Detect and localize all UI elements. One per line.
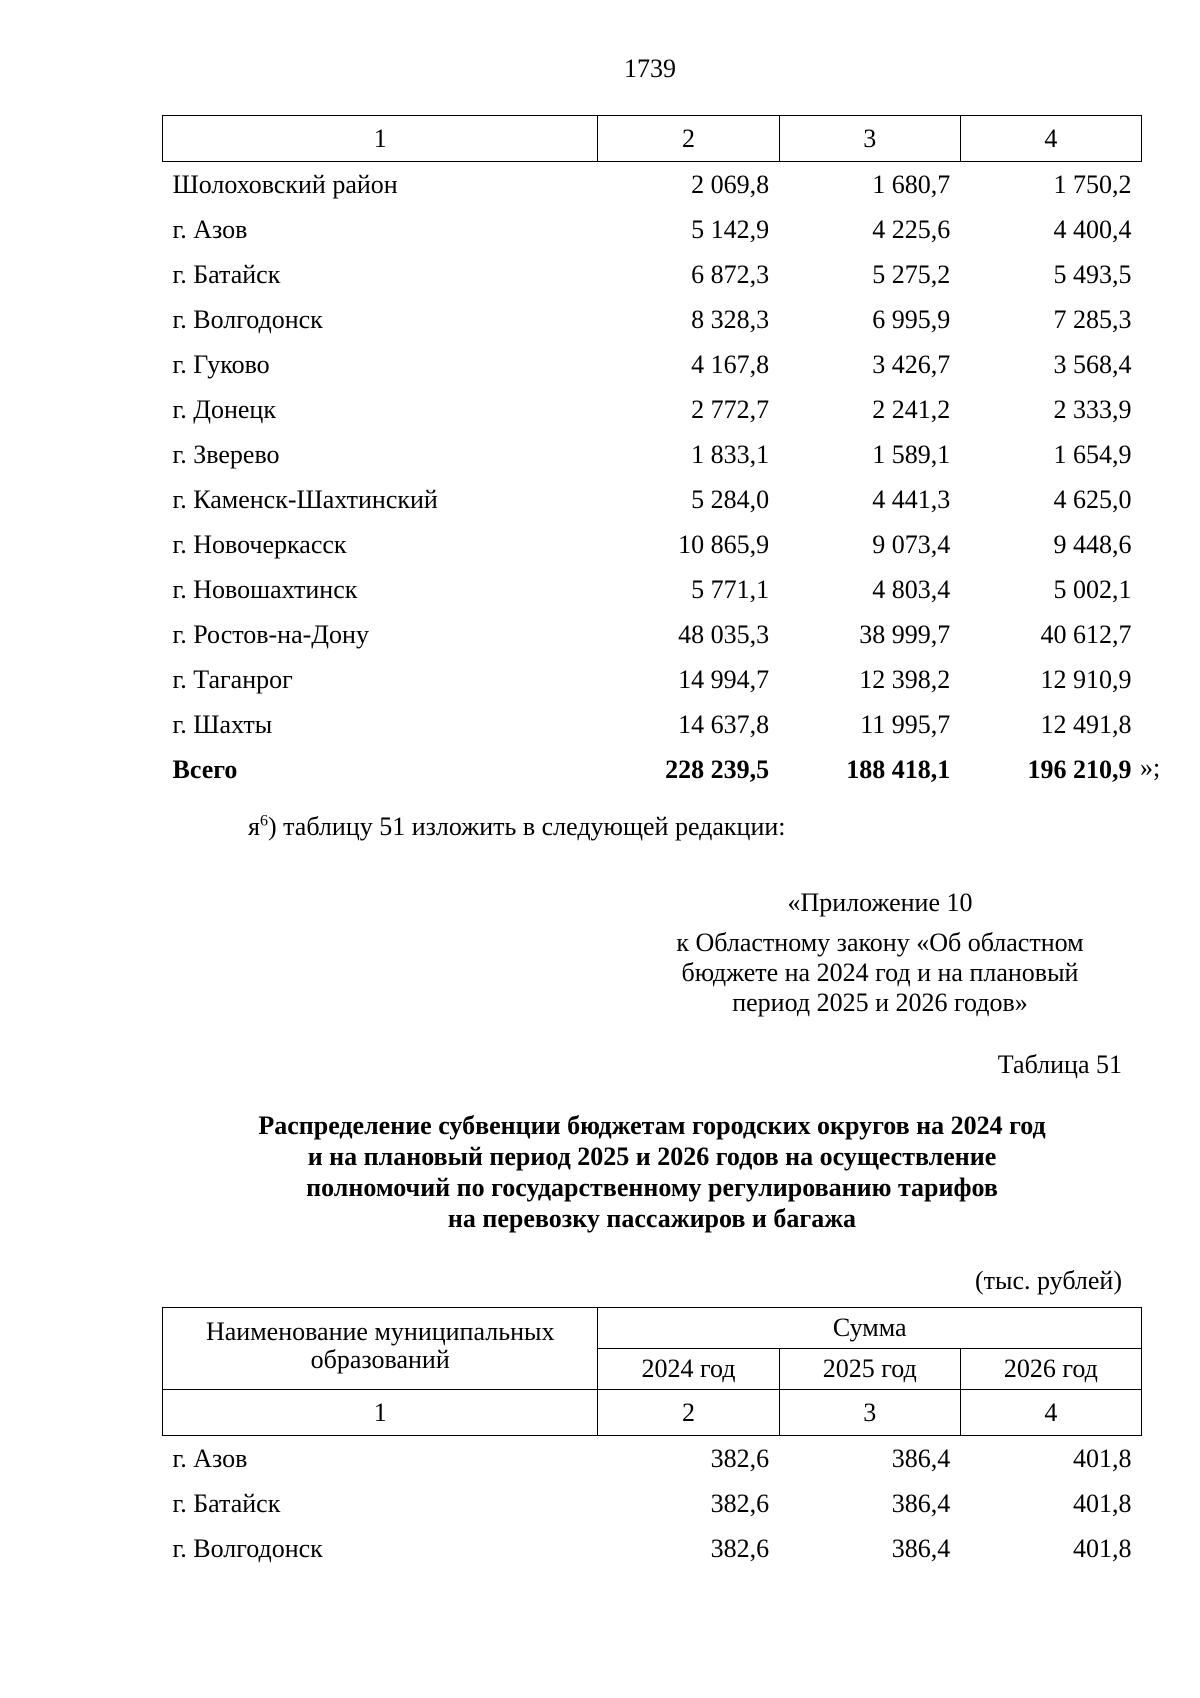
year-header: 2025 год (779, 1349, 960, 1390)
title-line: полномочий по государственному регулированию тарифов (306, 1173, 998, 1202)
amount-2024: 5 284,0 (691, 484, 770, 514)
amount-2026: 5 002,1 (1053, 574, 1132, 604)
municipality-name: г. Донецк (172, 394, 276, 424)
amount-2024: 5 142,9 (691, 214, 770, 244)
name-header: Наименование муниципальных образований (163, 1308, 598, 1390)
subvention-table-51 (162, 1307, 1142, 1571)
table-row (163, 612, 1142, 657)
table-row (163, 207, 1142, 252)
column-number: 2 (598, 1390, 779, 1436)
column-number: 4 (960, 116, 1141, 162)
municipality-name: г. Ростов-на-Дону (172, 619, 369, 649)
header-row (163, 1308, 1142, 1349)
amount-2025: 4 441,3 (872, 484, 951, 514)
municipality-name: г. Батайск (172, 1488, 281, 1518)
amount-2025: 5 275,2 (872, 259, 951, 289)
total-2026: 196 210,9 (1027, 754, 1132, 784)
table-row (163, 477, 1142, 522)
amount-2024: 14 637,8 (678, 709, 770, 739)
total-2025: 188 418,1 (846, 754, 951, 784)
table-row (163, 342, 1142, 387)
amount-2026: 3 568,4 (1053, 349, 1132, 379)
amount-2026: 12 491,8 (1040, 709, 1132, 739)
column-number: 3 (779, 116, 960, 162)
amount-2026: 1 750,2 (1053, 169, 1132, 199)
amount-2026: 12 910,9 (1040, 664, 1132, 694)
amount-2024: 4 167,8 (691, 349, 770, 379)
amount-2025: 11 995,7 (860, 709, 951, 739)
year-header: 2024 год (598, 1349, 779, 1390)
total-row (163, 747, 1142, 792)
amount-2026: 7 285,3 (1053, 304, 1132, 334)
amount-2026: 9 448,6 (1053, 529, 1132, 559)
municipality-name: г. Новошахтинск (172, 574, 358, 604)
amount-2025: 386,4 (891, 1443, 951, 1473)
closing-quote: »; (1140, 753, 1161, 782)
appendix-line: к Областному закону «Об областном (676, 928, 1084, 957)
total-label: Всего (172, 754, 238, 784)
amount-2025: 1 589,1 (872, 439, 951, 469)
amendment-paragraph (248, 812, 786, 842)
municipality-name: г. Зверево (172, 439, 280, 469)
table-row (163, 387, 1142, 432)
amount-2024: 382,6 (710, 1533, 770, 1563)
municipality-name: Шолоховский район (172, 169, 398, 199)
amount-2025: 9 073,4 (872, 529, 951, 559)
amount-2025: 4 225,6 (872, 214, 951, 244)
table-row (163, 1481, 1142, 1526)
amount-2025: 386,4 (891, 1488, 951, 1518)
table-row (163, 567, 1142, 612)
municipality-name: г. Азов (172, 214, 248, 244)
year-header: 2026 год (960, 1349, 1141, 1390)
column-number-row (163, 1390, 1142, 1436)
amount-2024: 14 994,7 (678, 664, 770, 694)
amount-2025: 38 999,7 (859, 619, 951, 649)
amount-2024: 382,6 (710, 1443, 770, 1473)
paragraph-text: ) таблицу 51 изложить в следующей редакции: (267, 812, 786, 841)
amount-2024: 2 069,8 (691, 169, 770, 199)
column-number: 1 (163, 1390, 598, 1436)
amount-2024: 6 872,3 (691, 259, 770, 289)
table-row (163, 252, 1142, 297)
amount-2026: 401,8 (1073, 1443, 1132, 1473)
table-row (163, 1436, 1142, 1482)
amount-2025: 4 803,4 (872, 574, 951, 604)
amount-2024: 5 771,1 (691, 574, 770, 604)
amount-2026: 5 493,5 (1053, 259, 1132, 289)
amount-2024: 2 772,7 (691, 394, 770, 424)
paragraph-prefix: я (248, 812, 260, 841)
title-line: на перевозку пассажиров и багажа (447, 1204, 857, 1233)
amount-2026: 401,8 (1073, 1488, 1132, 1518)
amount-2025: 386,4 (891, 1533, 951, 1563)
amount-2026: 4 625,0 (1053, 484, 1132, 514)
municipality-name: г. Волгодонск (172, 1533, 323, 1563)
title-line: и на плановый период 2025 и 2026 годов на осуществление (307, 1142, 997, 1171)
table-row (163, 432, 1142, 477)
table-row (163, 657, 1142, 702)
column-number: 4 (960, 1390, 1141, 1436)
amount-2026: 401,8 (1073, 1533, 1132, 1563)
amount-2025: 12 398,2 (859, 664, 951, 694)
title-line: Распределение субвенции бюджетам городских округов на 2024 год (258, 1111, 1046, 1140)
subvention-table-continued (162, 115, 1142, 792)
amount-2024: 382,6 (710, 1488, 770, 1518)
column-number: 2 (598, 116, 779, 162)
paragraph-superscript: 6 (259, 812, 268, 830)
table-title (162, 1110, 1142, 1234)
amount-2024: 48 035,3 (678, 619, 770, 649)
amount-2025: 1 680,7 (872, 169, 951, 199)
municipality-name: г. Азов (172, 1443, 248, 1473)
total-2024: 228 239,5 (665, 754, 770, 784)
table-row (163, 1526, 1142, 1571)
municipality-name: г. Таганрог (172, 664, 293, 694)
municipality-name: г. Батайск (172, 259, 281, 289)
amount-2026: 4 400,4 (1053, 214, 1132, 244)
table-row (163, 702, 1142, 747)
appendix-title: «Приложение 10 (787, 888, 973, 917)
amount-2025: 3 426,7 (872, 349, 951, 379)
column-number: 3 (779, 1390, 960, 1436)
municipality-name: г. Новочеркасск (172, 529, 347, 559)
municipality-name: г. Гуково (172, 349, 270, 379)
amount-2025: 6 995,9 (872, 304, 951, 334)
table-row (163, 297, 1142, 342)
amount-2026: 2 333,9 (1053, 394, 1132, 424)
municipality-name: г. Шахты (172, 709, 273, 739)
column-number: 1 (163, 116, 598, 162)
appendix-block (640, 888, 1120, 1018)
table-label: Таблица 51 (997, 1050, 1122, 1079)
amount-2024: 1 833,1 (691, 439, 770, 469)
table-row (163, 162, 1142, 208)
amount-2026: 40 612,7 (1040, 619, 1132, 649)
unit-label: (тыс. рублей) (974, 1266, 1122, 1295)
appendix-line: период 2025 и 2026 годов» (732, 988, 1028, 1017)
table-row (163, 522, 1142, 567)
sum-header: Сумма (598, 1308, 1142, 1349)
appendix-line: бюджете на 2024 год и на плановый (681, 958, 1079, 987)
amount-2025: 2 241,2 (872, 394, 951, 424)
amount-2024: 8 328,3 (691, 304, 770, 334)
amount-2024: 10 865,9 (678, 529, 770, 559)
municipality-name: г. Волгодонск (172, 304, 323, 334)
municipality-name: г. Каменск-Шахтинский (172, 484, 438, 514)
amount-2026: 1 654,9 (1053, 439, 1132, 469)
column-number-row (163, 116, 1142, 162)
page-number: 1739 (624, 54, 676, 83)
